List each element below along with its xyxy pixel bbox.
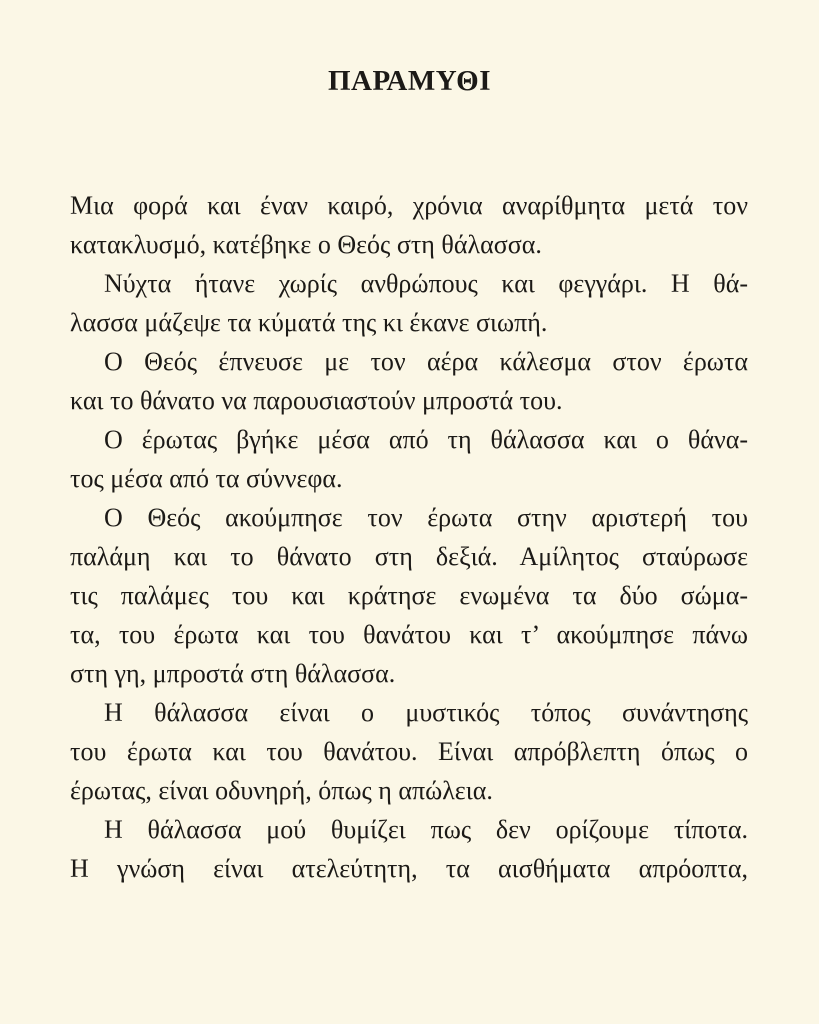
text-line: στη γη, μπροστά στη θάλασσα. bbox=[70, 659, 396, 688]
text-line: Ο Θεός ακούμπησε τον έρωτα στην αριστερή του bbox=[104, 503, 748, 532]
text-line: λασσα μάζεψε τα κύματά της κι έκανε σιωπή. bbox=[70, 308, 548, 337]
text-line: Νύχτα ήτανε χωρίς ανθρώπους και φεγγάρι. Η θά- bbox=[104, 269, 748, 298]
page-title: ΠΑΡΑΜΥΘΙ bbox=[327, 65, 491, 97]
text-line: του έρωτα και του θανάτου. Είναι απρόβλεπτη όπως ο bbox=[70, 737, 748, 766]
text-line: τις παλάμες του και κράτησε ενωμένα τα δύο σώμα- bbox=[70, 581, 748, 610]
text-line: Ο Θεός έπνευσε με τον αέρα κάλεσμα στον έρωτα bbox=[104, 347, 748, 376]
text-line: έρωτας, είναι οδυνηρή, όπως η απώλεια. bbox=[70, 776, 493, 805]
text-line: κατακλυσμό, κατέβηκε ο Θεός στη θάλασσα. bbox=[70, 230, 542, 259]
text-line: παλάμη και το θάνατο στη δεξιά. Αμίλητος σταύρωσε bbox=[70, 542, 748, 571]
text-line: Η γνώση είναι ατελεύτητη, τα αισθήματα απρόοπτα, bbox=[70, 854, 748, 883]
text-line: τος μέσα από τα σύννεφα. bbox=[70, 464, 343, 493]
text-line: Η θάλασσα μού θυμίζει πως δεν ορίζουμε τίποτα. bbox=[104, 815, 748, 844]
text-line: Μια φορά και έναν καιρό, χρόνια αναρίθμητα μετά τον bbox=[70, 191, 748, 220]
text-line: Η θάλασσα είναι ο μυστικός τόπος συνάντησης bbox=[104, 698, 748, 727]
text-line: και το θάνατο να παρουσιαστούν μπροστά του. bbox=[70, 386, 563, 415]
text-line: τα, του έρωτα και του θανάτου και τ’ ακούμπησε πάνω bbox=[70, 620, 748, 649]
text-line: Ο έρωτας βγήκε μέσα από τη θάλασσα και ο θάνα- bbox=[104, 425, 748, 454]
